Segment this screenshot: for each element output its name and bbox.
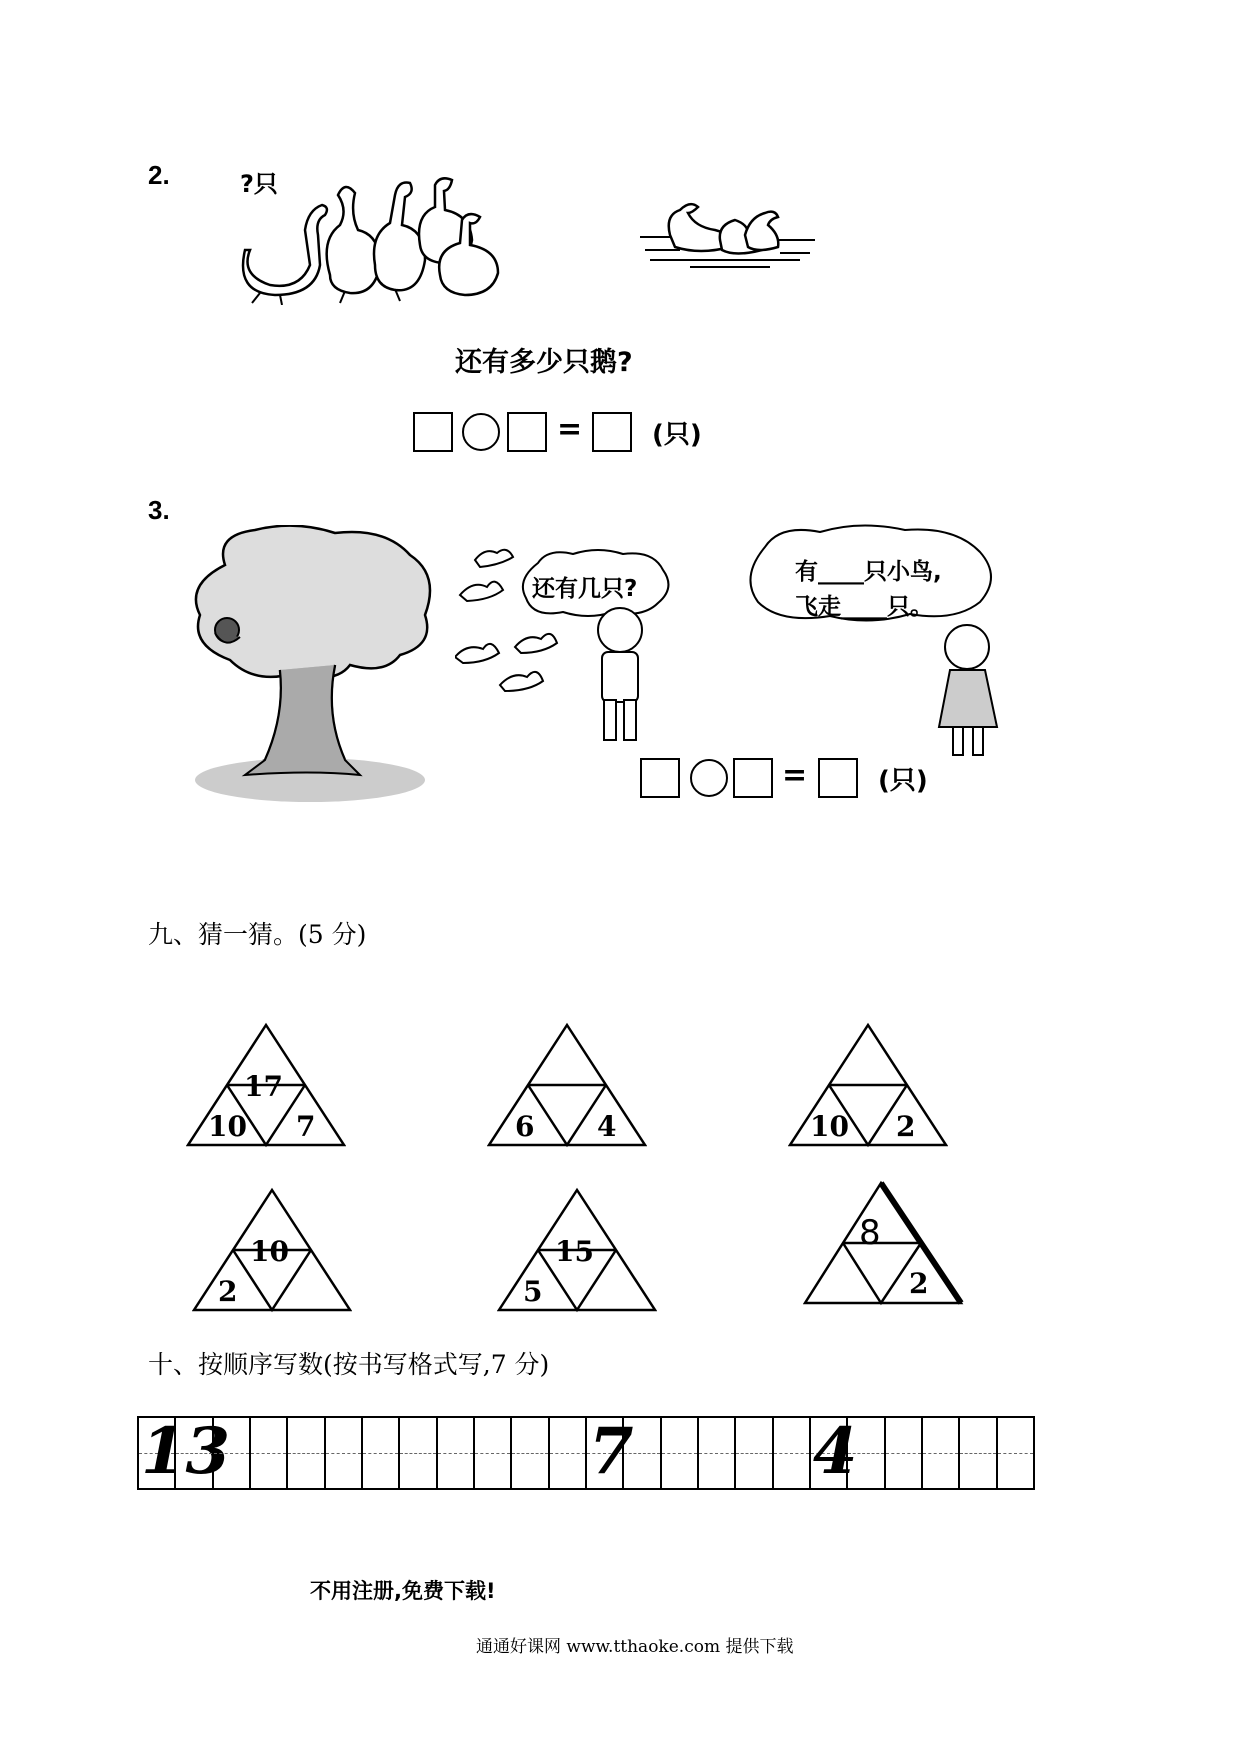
grid-cell-midline (848, 1453, 883, 1454)
grid-cell-midline (998, 1453, 1033, 1454)
grid-cell[interactable] (886, 1418, 923, 1488)
section-title-9: 九、猜一猜。(5 分) (148, 920, 367, 949)
tree-illustration (185, 525, 445, 805)
grid-cell-midline (774, 1453, 809, 1454)
grid-cell[interactable] (475, 1418, 512, 1488)
number-triangle (487, 1020, 647, 1150)
section-title-10: 十、按顺序写数(按书写格式写,7 分) (148, 1350, 550, 1379)
triangle-right-number[interactable]: 2 (909, 1267, 929, 1300)
triangle-top-number[interactable]: 15 (555, 1235, 594, 1268)
answer-box[interactable] (507, 412, 547, 452)
question-text: 还有多少只鹅? (455, 347, 633, 378)
grid-cell-midline (288, 1453, 323, 1454)
footer-download-note: 不用注册,免费下载! (310, 1579, 496, 1603)
triangle-top-number[interactable]: 10 (250, 1235, 289, 1268)
number-triangle (497, 1185, 657, 1315)
question-number: 3. (148, 495, 170, 525)
equals-sign: = (782, 758, 808, 793)
grid-cell-midline (326, 1453, 361, 1454)
triangle-top-number[interactable]: 8 (859, 1213, 881, 1253)
grid-cell-midline (662, 1453, 697, 1454)
grid-cell-midline (512, 1453, 547, 1454)
equals-sign: = (557, 412, 583, 447)
grid-cell[interactable] (214, 1418, 251, 1488)
number-triangle (803, 1175, 968, 1310)
unit-label: (只) (878, 766, 928, 796)
grid-cell[interactable] (774, 1418, 811, 1488)
grid-cell[interactable] (251, 1418, 288, 1488)
grid-cell-midline (475, 1453, 510, 1454)
grid-cell-midline (923, 1453, 958, 1454)
question-mark-label: ?只 (240, 170, 278, 198)
grid-cell-number: 7 (588, 1414, 634, 1489)
boy-illustration (580, 600, 660, 750)
grid-cell-midline (736, 1453, 771, 1454)
grid-cell[interactable] (326, 1418, 363, 1488)
unit-label: (只) (652, 420, 702, 450)
grid-cell[interactable] (400, 1418, 437, 1488)
grid-cell[interactable] (960, 1418, 997, 1488)
grid-cell[interactable] (811, 1414, 858, 1489)
girl-illustration (925, 615, 1015, 765)
answer-box[interactable] (592, 412, 632, 452)
boy-bubble-text: 还有几只? (532, 576, 638, 602)
swimming-geese-illustration (640, 195, 820, 275)
triangle-right-number[interactable]: 4 (597, 1110, 617, 1143)
grid-cell[interactable] (363, 1418, 400, 1488)
operator-circle[interactable] (462, 413, 500, 451)
footer-source: 通通好课网 www.tthaoke.com 提供下载 (476, 1637, 794, 1657)
geese-group-illustration (230, 165, 510, 305)
grid-cell[interactable] (438, 1418, 475, 1488)
operator-circle[interactable] (690, 759, 728, 797)
number-triangle (788, 1020, 948, 1150)
grid-cell-midline (400, 1453, 435, 1454)
question-number: 2. (148, 160, 170, 190)
grid-cell-midline (438, 1453, 473, 1454)
grid-cell-midline (251, 1453, 286, 1454)
grid-cell[interactable] (139, 1414, 231, 1489)
grid-cell-midline (960, 1453, 995, 1454)
number-triangle (192, 1185, 352, 1315)
grid-cell-midline (176, 1453, 211, 1454)
grid-cell[interactable] (699, 1418, 736, 1488)
grid-cell-midline (550, 1453, 585, 1454)
grid-cell[interactable] (288, 1418, 325, 1488)
triangle-left-number[interactable]: 10 (208, 1110, 247, 1143)
grid-cell-number: 4 (812, 1414, 858, 1489)
girl-bubble-line2: 飞走____只。 (795, 594, 933, 620)
grid-cell-midline (886, 1453, 921, 1454)
number-triangle (186, 1020, 346, 1150)
answer-box[interactable] (640, 758, 680, 798)
grid-cell[interactable] (923, 1418, 960, 1488)
girl-bubble-line1: 有____只小鸟, (795, 559, 942, 585)
grid-cell[interactable] (736, 1418, 773, 1488)
triangle-right-number[interactable]: 7 (296, 1110, 316, 1143)
number-writing-grid (137, 1416, 1035, 1490)
triangle-left-number[interactable]: 6 (515, 1110, 535, 1143)
triangle-left-number[interactable]: 5 (523, 1275, 543, 1308)
grid-cell-midline (214, 1453, 249, 1454)
grid-cell[interactable] (176, 1418, 213, 1488)
answer-box[interactable] (733, 758, 773, 798)
grid-cell-midline (624, 1453, 659, 1454)
grid-cell[interactable] (587, 1414, 634, 1489)
grid-cell-midline (699, 1453, 734, 1454)
triangle-left-number[interactable]: 10 (810, 1110, 849, 1143)
triangle-top-number[interactable]: 17 (244, 1070, 283, 1103)
answer-box[interactable] (413, 412, 453, 452)
triangle-right-number[interactable]: 2 (896, 1110, 916, 1143)
grid-cell[interactable] (848, 1418, 885, 1488)
grid-cell[interactable] (512, 1418, 549, 1488)
grid-cell[interactable] (624, 1418, 661, 1488)
grid-cell[interactable] (662, 1418, 699, 1488)
answer-box[interactable] (818, 758, 858, 798)
grid-cell[interactable] (998, 1418, 1033, 1488)
grid-cell-number: 13 (141, 1414, 231, 1489)
triangle-left-number[interactable]: 2 (218, 1275, 238, 1308)
grid-cell-midline (363, 1453, 398, 1454)
grid-cell[interactable] (550, 1418, 587, 1488)
